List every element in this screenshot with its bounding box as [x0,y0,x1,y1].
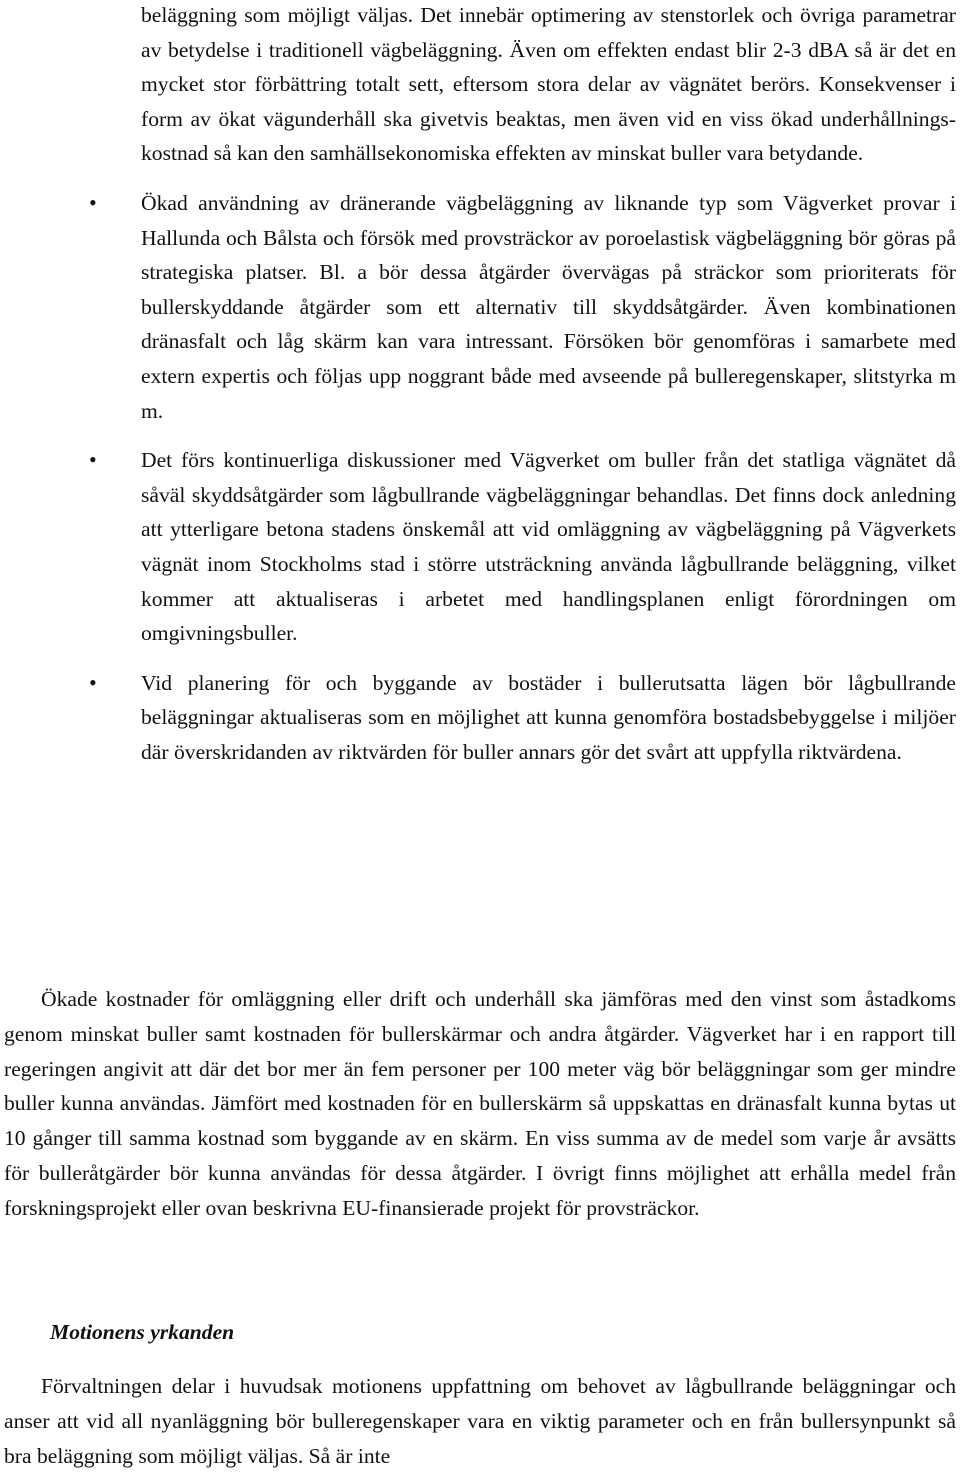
paragraph-costs: Ökade kostnader för omläggning eller drift och underhåll ska jämföras med den vinst som åstadkoms genom minskat buller samt kostnaden för bullerskärmar och andra åtgärder. Vägverket har i en rapport till regeringen angivit att där det bor mer än fem personer per 100 meter väg bör beläggningar som ger mindre buller kunna användas. Jämfört med kostnaden för en bullerskärm så uppskattas en dränasfalt kunna bytas ut 10 gånger till samma kostnad som byggande av en skärm. En viss summa av de medel som varje år avsätts för bulleråtgärder bör kunna användas för dessa åtgärder. I övrigt finns möjlighet att erhålla medel från forskningsprojekt eller ovan beskrivna EU-finansierade projekt för provsträckor. [4,987,956,1220]
bullet-item-drainage [0,186,960,428]
bullet-item-planning [0,666,960,770]
bullet-item-vagverket [0,443,960,651]
section-heading: Motionens yrkanden [50,1320,235,1344]
paragraph-final: Förvaltningen delar i huvudsak motionens uppfattning om behovet av lågbullrande beläggningar och anser att vid all nyanläggning bör bulleregenskaper vara en viktig parameter och en från bullersynpunkt så bra beläggning som möjligt väljas. Så är inte [4,1374,956,1468]
bullet-dot: • [89,447,97,473]
bullet-item-text: Det förs kontinuerliga diskussioner med Vägverket om buller från det statliga vägnätet då såväl skyddsåtgärder som lågbullrande vägbeläggningar behandlas. Det finns dock anledning att ytterligare betona stadens önskemål att vid omläggning av vägbeläggning på Vägverkets vägnät inom Stockholms stad i större utsträckning använda lågbullrande beläggning, vilket kommer att aktualiseras i arbetet med handlingsplanen enligt förordningen om omgivningsbuller. [141,448,956,646]
bullet-item-text: Ökad användning av dränerande vägbeläggning av liknande typ som Vägverket provar i Hallunda och Bålsta och försök med provsträckor av poroelastisk vägbeläggning bör göras på strategiska platser. Bl. a bör dessa åtgärder övervägas på sträckor som prioriterats för bullerskyddande åtgärder som ett alternativ till skyddsåtgärder. Även kombinationen dränasfalt och låg skärm kan vara intressant. Försöken bör genomföras i samarbete med extern expertis och följas upp noggrant både med avseende på bulleregenskaper, slitstyrka m m. [141,190,956,423]
continued-bullet-text: beläggning som möjligt väljas. Det innebär optimering av stenstorlek och övriga parametrar av betydelse i traditionell vägbeläggning. Även om effekten endast blir 2-3 dBA så är det en mycket stor förbättring totalt sett, eftersom stora delar av vägnätet berörs. Konsekvenser i form av ökat vägunderhåll ska givetvis beaktas, men även vid en viss ökad underhållningskostnad så kan den samhällsekonomiska effekten av minskat buller vara betydande. [141,3,956,166]
bullet-dot: • [89,669,97,695]
bullet-item-text: Vid planering för och byggande av bostäder i bullerutsatta lägen bör lågbullrande beläggningar aktualiseras som en möjlighet att kunna genomföra bostadsbebyggelse i miljöer där överskridanden av riktvärden för buller annars gör det svårt att uppfylla riktvärdena. [141,670,956,764]
bullet-dot: • [89,189,97,215]
